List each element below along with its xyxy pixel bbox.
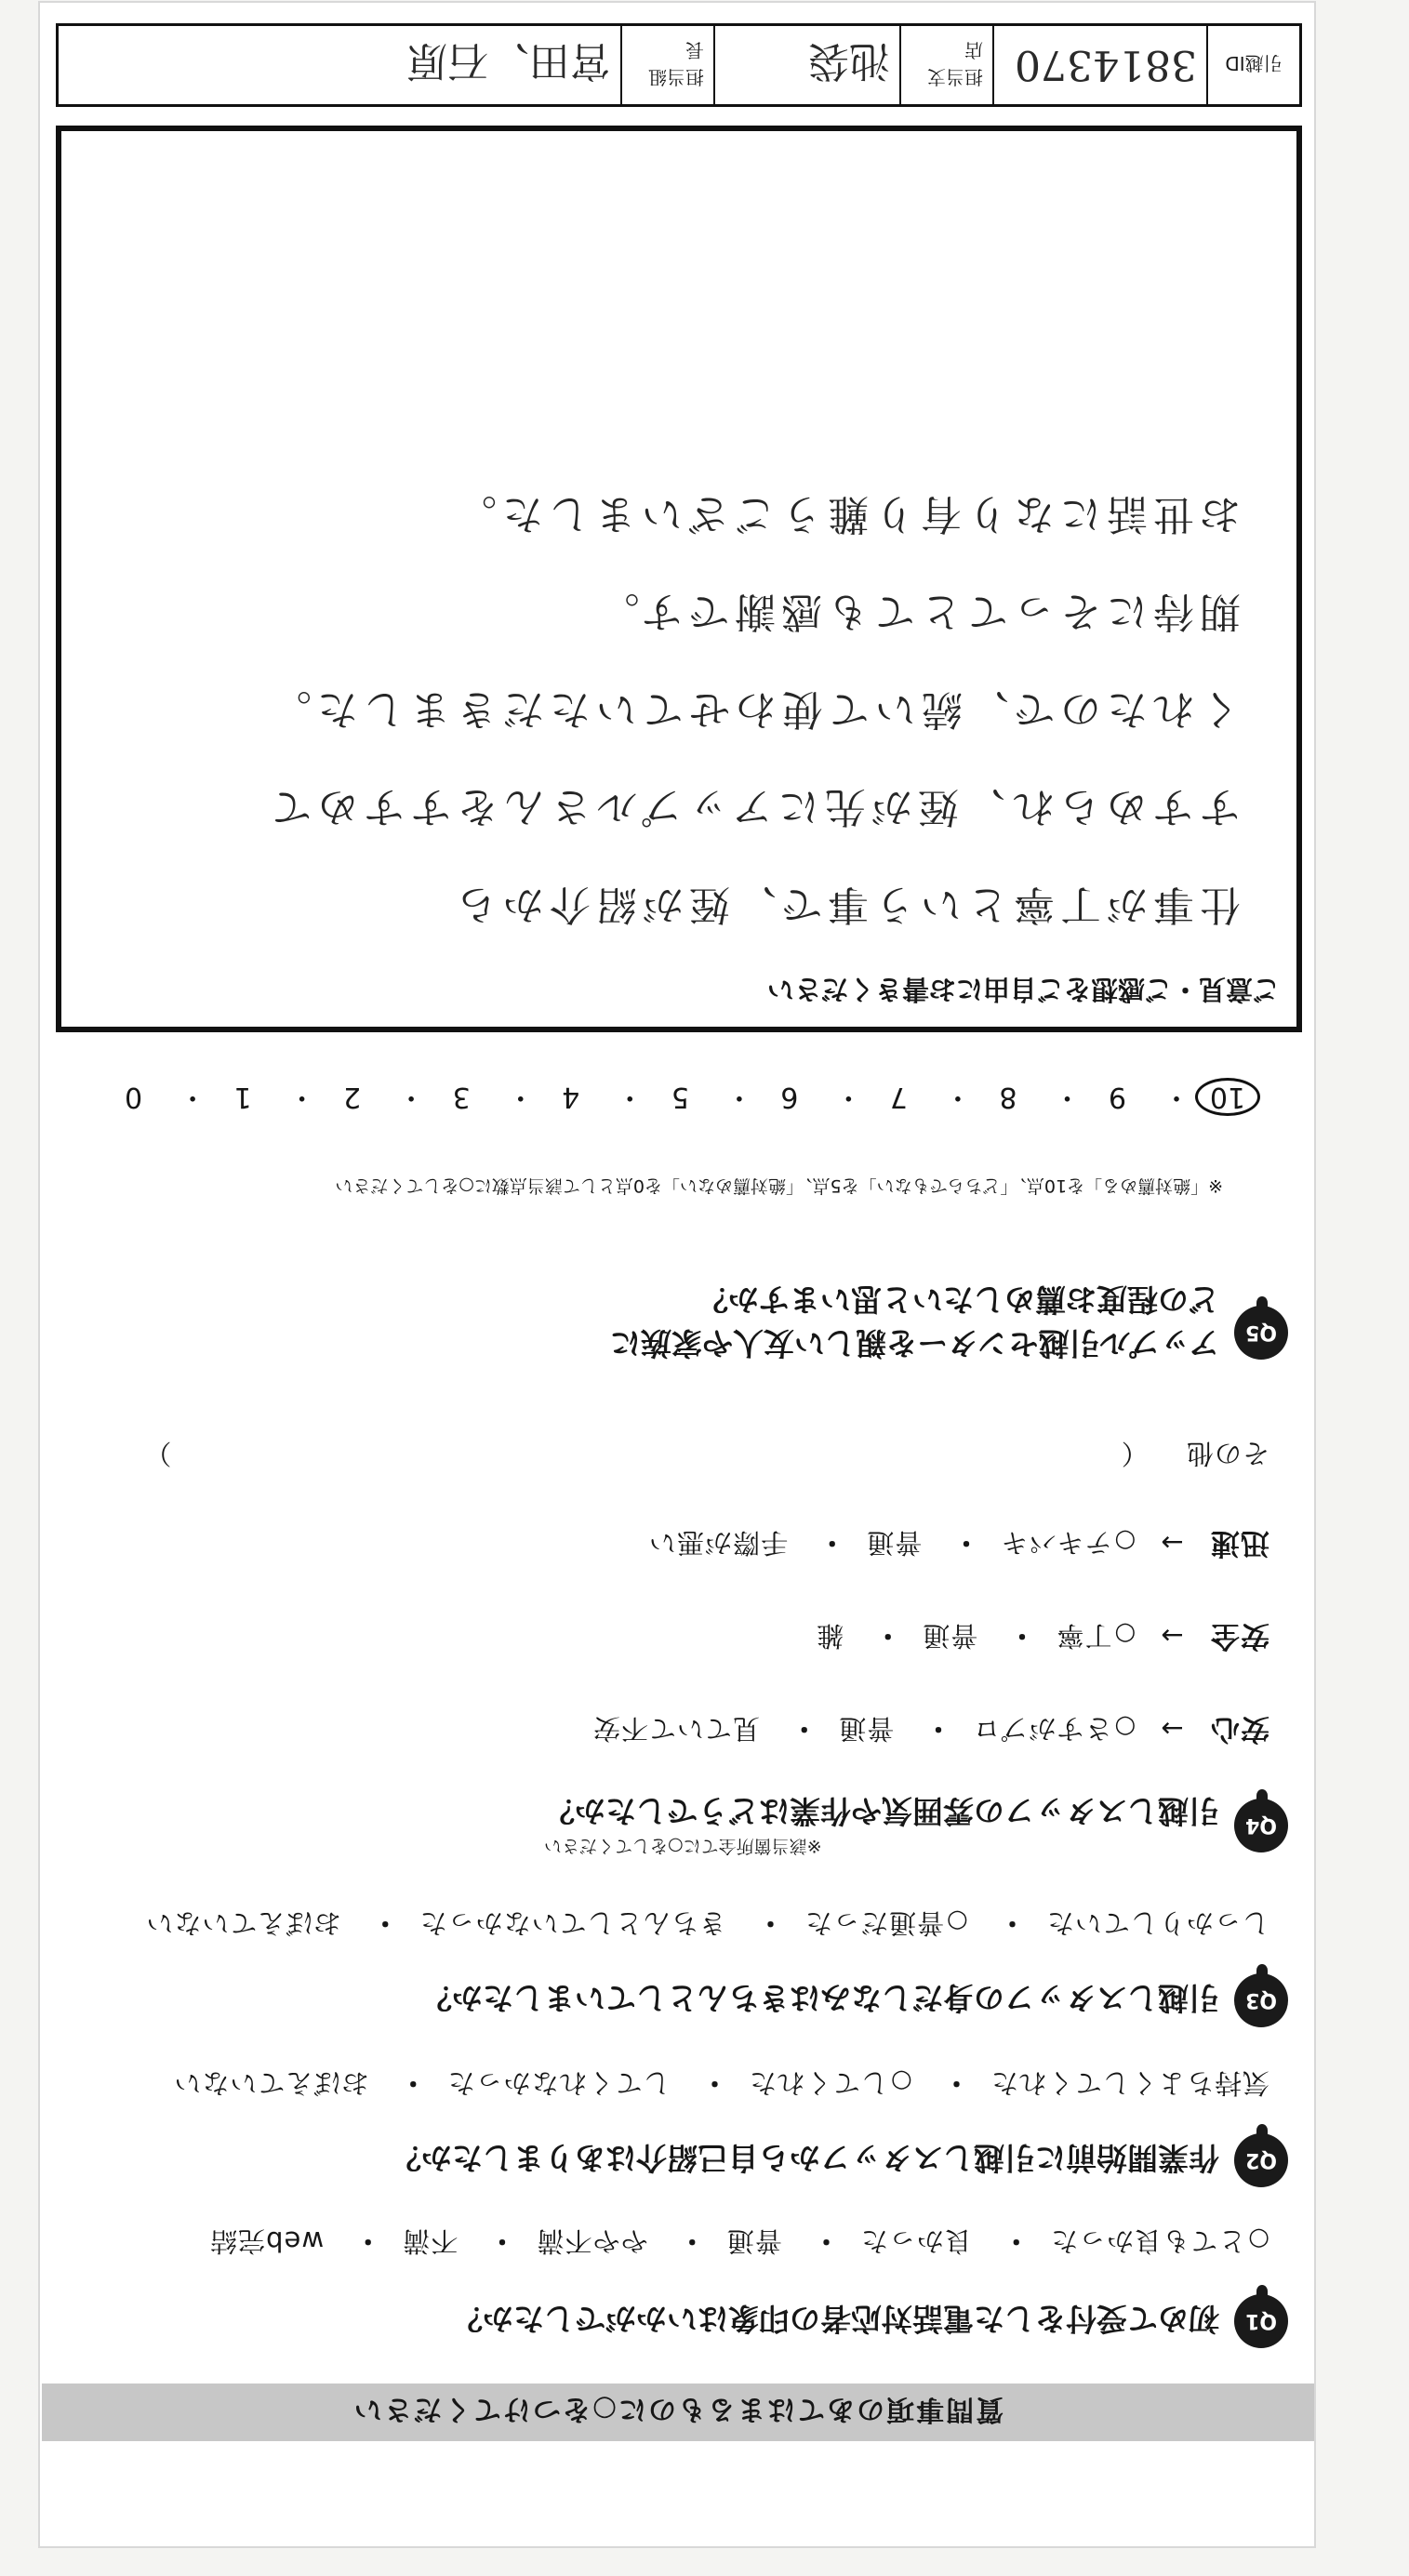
q4-option[interactable]: 手際が悪い — [648, 1527, 789, 1559]
q3-text: 引越しスタッフの身だしなみはきちんとしていましたか？ — [421, 1980, 1219, 2017]
q4-other-close: ） — [143, 1438, 172, 1469]
q4-row-label: 安心 — [1210, 1712, 1269, 1746]
question-1 — [452, 2294, 1288, 2348]
q1-options: ○ とても良かった・ 良かった・ 普通・ やや不満・ 不満・ web完結 — [209, 2224, 1269, 2262]
question-5 — [610, 1280, 1288, 1367]
move-id-value[interactable]: 3814370 — [992, 26, 1206, 104]
arrow-icon: → — [1160, 1527, 1184, 1559]
branch-value[interactable]: 池袋 — [713, 26, 899, 104]
nps-option[interactable]: 8 — [999, 1081, 1017, 1113]
q4-option[interactable]: 普通 — [838, 1713, 895, 1745]
q4-option[interactable]: 普通 — [922, 1620, 978, 1652]
instruction-title: 質問事項のあてはまるものに○をつけてください — [352, 2393, 1004, 2425]
id-table — [56, 23, 1302, 107]
comment-line: 仕事が丁寧という事で、姪が紹介から — [450, 881, 1241, 928]
q3-option[interactable]: ○ 普通だった — [804, 1905, 968, 1944]
q1-option[interactable]: ○ とても良かった — [1050, 2224, 1269, 2262]
move-id-label: 引越ID — [1206, 26, 1299, 104]
comment-box[interactable] — [56, 126, 1302, 1032]
q4-other-row — [126, 1436, 1269, 1474]
q4-text: 引越しスタッフの雰囲気や作業はどうでしたか？ — [544, 1793, 1219, 1829]
q2-text: 作業開始前に引越しスタッフから自己紹介はありましたか？ — [391, 2140, 1219, 2177]
arrow-icon: → — [1160, 1620, 1184, 1652]
instruction-banner — [42, 2383, 1314, 2441]
question-4 — [544, 1791, 1288, 1860]
q2-option[interactable]: おぼえていない — [173, 2067, 369, 2099]
q1-option[interactable]: 不満 — [402, 2225, 459, 2257]
q4-row-anshin: 安心 → ○ さすがプロ・ 普通・ 見ていて不安 — [592, 1711, 1269, 1753]
staff-value[interactable]: 宮田、石原 — [406, 37, 611, 85]
comment-line: すすめられ、姪が先にアップルさんをすすめて — [265, 783, 1241, 830]
q4-row-label: 迅速 — [1210, 1526, 1269, 1560]
nps-option[interactable]: 9 — [1108, 1081, 1126, 1113]
q1-option[interactable]: web完結 — [209, 2225, 325, 2257]
comment-line: くれたので、続いて使わせていただきました。 — [264, 685, 1241, 733]
comment-line: お世話になり有り難うございました。 — [450, 490, 1241, 538]
q1-badge: Q1 — [1234, 2294, 1288, 2348]
q4-other-label: その他 — [1185, 1438, 1269, 1469]
q4-row-label: 安全 — [1210, 1619, 1269, 1653]
q5-text-line1: アップル引越センターを親しい友人や家族に — [609, 1325, 1219, 1361]
nps-option[interactable]: 10 — [1195, 1078, 1260, 1116]
nps-option[interactable]: 3 — [452, 1081, 471, 1113]
q4-row-jinsoku: 迅速 → ○ テキパキ・ 普通・ 手際が悪い — [648, 1525, 1269, 1567]
q4-badge: Q4 — [1234, 1799, 1288, 1852]
q4-option[interactable]: ○ さすがプロ — [973, 1711, 1137, 1749]
question-3 — [421, 1973, 1288, 2027]
q3-option[interactable]: おぼえていない — [145, 1907, 341, 1939]
q2-option[interactable]: してくれなかった — [446, 2067, 671, 2099]
q4-other-open: （ — [1120, 1438, 1149, 1469]
q5-text-line2: どの程度お薦めしたいと思いますか？ — [698, 1281, 1219, 1318]
q3-option[interactable]: きちんとしていなかった — [419, 1907, 726, 1939]
branch-label: 担当支店 — [899, 26, 992, 104]
q3-options: しっかりしていた・ ○ 普通だった・ きちんとしていなかった・ おぼえていない — [146, 1905, 1269, 1944]
q1-text: 初めて受付をした電話対応者の印象はいかがでしたか？ — [452, 2301, 1219, 2338]
nps-option[interactable]: 2 — [343, 1081, 362, 1113]
q4-note: ※該当箇所全てに○をしてください — [544, 1836, 822, 1856]
nps-option[interactable]: 6 — [780, 1081, 799, 1113]
q3-option[interactable]: しっかりしていた — [1045, 1907, 1269, 1939]
q5-note: ※「絶対薦める」を10点、「どちらでもない」を5点、「絶対薦めない」を0点として該当点数に○をしてください — [335, 1175, 1223, 1196]
q1-option[interactable]: 普通 — [725, 2225, 782, 2257]
nps-option[interactable]: 1 — [233, 1081, 252, 1113]
q2-option[interactable]: ○ してくれた — [749, 2065, 912, 2104]
question-2 — [391, 2133, 1288, 2187]
q1-option[interactable]: やや不満 — [536, 2225, 648, 2257]
nps-option[interactable]: 5 — [671, 1081, 689, 1113]
staff-label: 担当組長 — [620, 26, 713, 104]
nps-scale: 10・ 9・ 8・ 7・ 6・ 5・ 4・ 3・ 2・ 1・ 0 — [102, 1078, 1260, 1121]
q2-options: 気持ちよくしてくれた・ ○ してくれた・ してくれなかった・ おぼえていない — [174, 2065, 1269, 2104]
nps-option[interactable]: 7 — [889, 1081, 908, 1113]
q2-badge: Q2 — [1234, 2133, 1288, 2187]
q1-option[interactable]: 良かった — [860, 2225, 973, 2257]
arrow-icon: → — [1160, 1713, 1184, 1745]
q4-option[interactable]: ○ テキパキ — [1001, 1525, 1137, 1563]
q4-option[interactable]: 雑 — [816, 1620, 844, 1652]
comment-title: ご意見・ご感想をご自由にお書きください — [766, 974, 1280, 1005]
q4-option[interactable]: 普通 — [866, 1527, 923, 1559]
q3-badge: Q3 — [1234, 1973, 1288, 2027]
q4-row-anzen: 安全 → ○ 丁寧・ 普通・ 雑 — [816, 1618, 1269, 1660]
q5-badge: Q5 — [1234, 1306, 1288, 1360]
q2-option[interactable]: 気持ちよくしてくれた — [990, 2067, 1269, 2099]
q4-option[interactable]: 見ていて不安 — [592, 1713, 761, 1745]
nps-option[interactable]: 4 — [562, 1081, 580, 1113]
nps-option[interactable]: 0 — [124, 1081, 143, 1113]
comment-line: 期待にそってとても感謝です。 — [592, 588, 1241, 635]
q4-option[interactable]: ○ 丁寧 — [1057, 1618, 1137, 1656]
